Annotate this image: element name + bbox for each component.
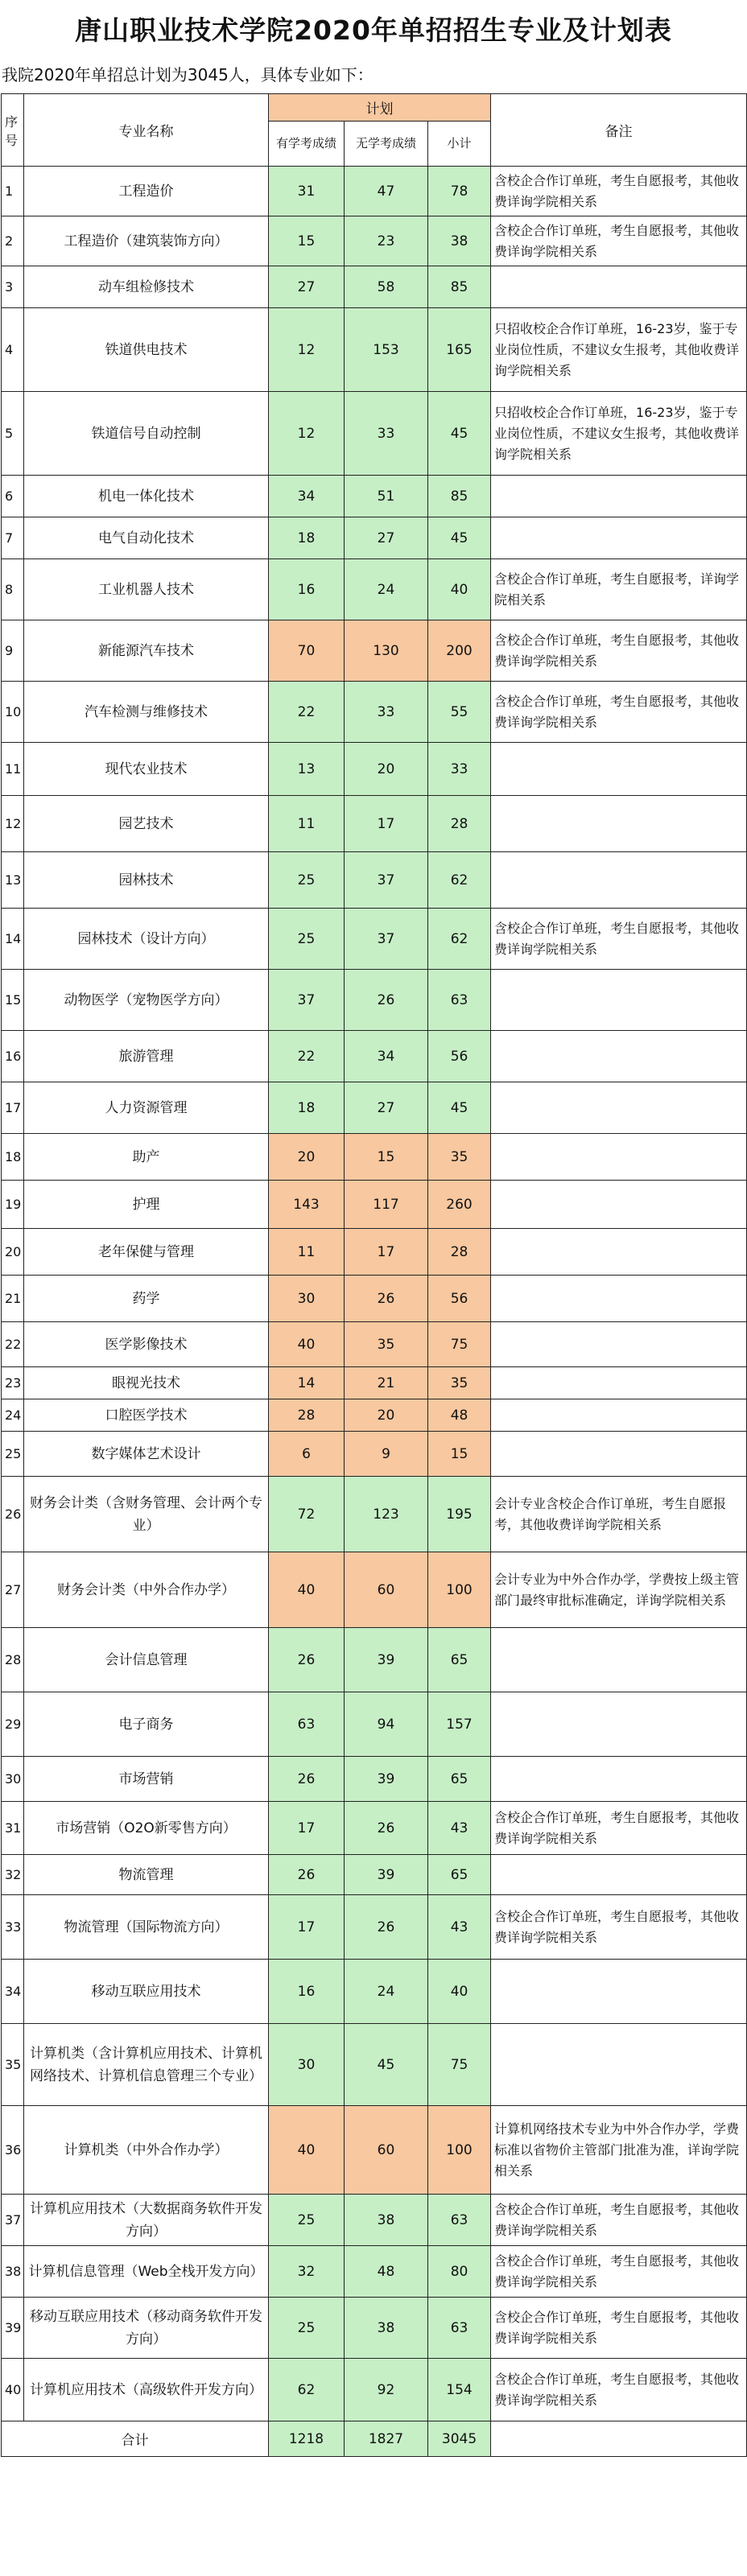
row-index: 32 — [2, 1855, 24, 1895]
subtotal-count: 55 — [428, 682, 491, 743]
table-row — [2, 517, 747, 559]
table-row — [2, 909, 747, 970]
row-index: 37 — [2, 2195, 24, 2246]
table-row — [2, 1181, 747, 1229]
row-index: 16 — [2, 1031, 24, 1082]
table-row — [2, 1229, 747, 1276]
table-row — [2, 1552, 747, 1628]
without-score-count: 130 — [345, 620, 428, 682]
row-index: 12 — [2, 796, 24, 852]
row-index: 20 — [2, 1229, 24, 1276]
row-index: 14 — [2, 909, 24, 970]
major-name: 计算机应用技术（大数据商务软件开发方向） — [24, 2195, 269, 2246]
major-name: 现代农业技术 — [24, 743, 269, 796]
row-note — [491, 517, 747, 559]
row-note: 含校企合作订单班，考生自愿报考，详询学院相关系 — [491, 559, 747, 620]
row-index: 24 — [2, 1399, 24, 1432]
row-note: 含校企合作订单班，考生自愿报考，其他收费详询学院相关系 — [491, 2298, 747, 2359]
major-name: 老年保健与管理 — [24, 1229, 269, 1276]
subtotal-count: 63 — [428, 2298, 491, 2359]
subtotal-count: 75 — [428, 2024, 491, 2106]
with-score-count: 17 — [269, 1802, 345, 1855]
with-score-count: 18 — [269, 1082, 345, 1134]
with-score-count: 143 — [269, 1181, 345, 1229]
subtotal-count: 80 — [428, 2246, 491, 2298]
without-score-count: 38 — [345, 2298, 428, 2359]
major-name: 会计信息管理 — [24, 1628, 269, 1692]
subtotal-count: 165 — [428, 308, 491, 392]
subtotal-count: 35 — [428, 1367, 491, 1399]
without-score-count: 20 — [345, 743, 428, 796]
major-name: 财务会计类（含财务管理、会计两个专业） — [24, 1477, 269, 1552]
total-note — [491, 2421, 747, 2457]
major-name: 计算机信息管理（Web全栈开发方向） — [24, 2246, 269, 2298]
table-row — [2, 1134, 747, 1181]
without-score-count: 51 — [345, 476, 428, 517]
row-index: 15 — [2, 970, 24, 1031]
page-title: 唐山职业技术学院2020年单招招生专业及计划表 — [75, 14, 672, 46]
row-note: 只招收校企合作订单班，16-23岁，鉴于专业岗位性质，不建议女生报考，其他收费详询学院相关系 — [491, 308, 747, 392]
without-score-count: 26 — [345, 1802, 428, 1855]
with-score-count: 11 — [269, 796, 345, 852]
row-index: 2 — [2, 216, 24, 266]
subtotal-count: 33 — [428, 743, 491, 796]
major-name: 护理 — [24, 1181, 269, 1229]
subtotal-count: 157 — [428, 1692, 491, 1757]
with-score-count: 14 — [269, 1367, 345, 1399]
with-score-count: 70 — [269, 620, 345, 682]
header-name: 专业名称 — [24, 94, 269, 167]
subtotal-count: 45 — [428, 1082, 491, 1134]
row-index: 18 — [2, 1134, 24, 1181]
row-index: 33 — [2, 1895, 24, 1960]
major-name: 动车组检修技术 — [24, 266, 269, 308]
major-name: 园艺技术 — [24, 796, 269, 852]
without-score-count: 38 — [345, 2195, 428, 2246]
without-score-count: 39 — [345, 1757, 428, 1802]
row-note — [491, 1855, 747, 1895]
row-note: 含校企合作订单班，考生自愿报考，其他收费详询学院相关系 — [491, 1895, 747, 1960]
table-row — [2, 1757, 747, 1802]
without-score-count: 27 — [345, 517, 428, 559]
row-note — [491, 1322, 747, 1367]
table-row — [2, 2246, 747, 2298]
without-score-count: 26 — [345, 1276, 428, 1322]
without-score-count: 153 — [345, 308, 428, 392]
major-name: 财务会计类（中外合作办学） — [24, 1552, 269, 1628]
row-index: 23 — [2, 1367, 24, 1399]
with-score-count: 40 — [269, 1322, 345, 1367]
table-row — [2, 308, 747, 392]
table-row — [2, 620, 747, 682]
major-name: 汽车检测与维修技术 — [24, 682, 269, 743]
major-name: 计算机类（中外合作办学） — [24, 2106, 269, 2195]
with-score-count: 22 — [269, 1031, 345, 1082]
subtotal-count: 85 — [428, 476, 491, 517]
total-row — [2, 2421, 747, 2457]
table-row — [2, 559, 747, 620]
major-name: 数字媒体艺术设计 — [24, 1432, 269, 1477]
major-name: 助产 — [24, 1134, 269, 1181]
with-score-count: 18 — [269, 517, 345, 559]
subtotal-count: 63 — [428, 2195, 491, 2246]
row-index: 26 — [2, 1477, 24, 1552]
row-note — [491, 1229, 747, 1276]
without-score-count: 27 — [345, 1082, 428, 1134]
without-score-count: 123 — [345, 1477, 428, 1552]
row-index: 4 — [2, 308, 24, 392]
total-with-score: 1218 — [269, 2421, 345, 2457]
without-score-count: 33 — [345, 392, 428, 476]
with-score-count: 37 — [269, 970, 345, 1031]
table-row — [2, 266, 747, 308]
major-name: 电子商务 — [24, 1692, 269, 1757]
table-row — [2, 476, 747, 517]
major-name: 机电一体化技术 — [24, 476, 269, 517]
row-index: 35 — [2, 2024, 24, 2106]
table-row — [2, 392, 747, 476]
with-score-count: 63 — [269, 1692, 345, 1757]
with-score-count: 32 — [269, 2246, 345, 2298]
row-index: 6 — [2, 476, 24, 517]
header-plan: 计划 — [269, 94, 491, 122]
row-note — [491, 2024, 747, 2106]
table-row — [2, 1432, 747, 1477]
table-row — [2, 1628, 747, 1692]
plan-table — [1, 93, 747, 2457]
with-score-count: 15 — [269, 216, 345, 266]
subtotal-count: 65 — [428, 1757, 491, 1802]
row-index: 21 — [2, 1276, 24, 1322]
without-score-count: 60 — [345, 1552, 428, 1628]
row-index: 8 — [2, 559, 24, 620]
major-name: 口腔医学技术 — [24, 1399, 269, 1432]
row-note — [491, 1031, 747, 1082]
subtotal-count: 63 — [428, 970, 491, 1031]
intro-text: 我院2020年单招总计划为3045人，具体专业如下： — [2, 65, 374, 84]
without-score-count: 37 — [345, 909, 428, 970]
row-index: 1 — [2, 167, 24, 216]
subtotal-count: 78 — [428, 167, 491, 216]
with-score-count: 62 — [269, 2359, 345, 2421]
with-score-count: 26 — [269, 1855, 345, 1895]
row-index: 38 — [2, 2246, 24, 2298]
with-score-count: 16 — [269, 1960, 345, 2024]
major-name: 药学 — [24, 1276, 269, 1322]
subtotal-count: 65 — [428, 1855, 491, 1895]
without-score-count: 60 — [345, 2106, 428, 2195]
subtotal-count: 200 — [428, 620, 491, 682]
with-score-count: 25 — [269, 2298, 345, 2359]
row-index: 5 — [2, 392, 24, 476]
header-without-score: 无学考成绩 — [345, 122, 428, 167]
subtotal-count: 28 — [428, 796, 491, 852]
row-note — [491, 1367, 747, 1399]
subtotal-count: 56 — [428, 1031, 491, 1082]
table-row — [2, 1031, 747, 1082]
subtotal-count: 260 — [428, 1181, 491, 1229]
with-score-count: 25 — [269, 2195, 345, 2246]
without-score-count: 9 — [345, 1432, 428, 1477]
row-index: 28 — [2, 1628, 24, 1692]
major-name: 市场营销（O2O新零售方向） — [24, 1802, 269, 1855]
row-note: 含校企合作订单班，考生自愿报考，其他收费详询学院相关系 — [491, 1802, 747, 1855]
major-name: 医学影像技术 — [24, 1322, 269, 1367]
row-note: 含校企合作订单班，考生自愿报考，其他收费详询学院相关系 — [491, 2246, 747, 2298]
row-index: 34 — [2, 1960, 24, 2024]
row-note — [491, 1181, 747, 1229]
table-row — [2, 1399, 747, 1432]
with-score-count: 16 — [269, 559, 345, 620]
with-score-count: 17 — [269, 1895, 345, 1960]
row-index: 39 — [2, 2298, 24, 2359]
with-score-count: 72 — [269, 1477, 345, 1552]
row-note — [491, 796, 747, 852]
without-score-count: 23 — [345, 216, 428, 266]
without-score-count: 21 — [345, 1367, 428, 1399]
row-note — [491, 1757, 747, 1802]
without-score-count: 26 — [345, 1895, 428, 1960]
subtotal-count: 43 — [428, 1895, 491, 1960]
major-name: 工程造价（建筑装饰方向） — [24, 216, 269, 266]
major-name: 物流管理（国际物流方向） — [24, 1895, 269, 1960]
table-row — [2, 743, 747, 796]
major-name: 市场营销 — [24, 1757, 269, 1802]
total-subtotal: 3045 — [428, 2421, 491, 2457]
table-row — [2, 970, 747, 1031]
header-index: 序号 — [2, 94, 24, 167]
without-score-count: 33 — [345, 682, 428, 743]
header-subtotal: 小计 — [428, 122, 491, 167]
major-name: 眼视光技术 — [24, 1367, 269, 1399]
without-score-count: 47 — [345, 167, 428, 216]
without-score-count: 17 — [345, 796, 428, 852]
row-index: 40 — [2, 2359, 24, 2421]
row-note — [491, 1399, 747, 1432]
row-index: 3 — [2, 266, 24, 308]
with-score-count: 26 — [269, 1757, 345, 1802]
total-label: 合计 — [2, 2421, 269, 2457]
row-note — [491, 970, 747, 1031]
row-note: 会计专业含校企合作订单班，考生自愿报考，其他收费详询学院相关系 — [491, 1477, 747, 1552]
row-index: 17 — [2, 1082, 24, 1134]
row-index: 7 — [2, 517, 24, 559]
major-name: 动物医学（宠物医学方向） — [24, 970, 269, 1031]
with-score-count: 27 — [269, 266, 345, 308]
subtotal-count: 38 — [428, 216, 491, 266]
row-index: 29 — [2, 1692, 24, 1757]
row-index: 22 — [2, 1322, 24, 1367]
major-name: 铁道供电技术 — [24, 308, 269, 392]
subtotal-count: 100 — [428, 1552, 491, 1628]
with-score-count: 40 — [269, 1552, 345, 1628]
subtotal-count: 40 — [428, 1960, 491, 2024]
subtotal-count: 65 — [428, 1628, 491, 1692]
without-score-count: 35 — [345, 1322, 428, 1367]
row-note: 计算机网络技术专业为中外合作办学，学费标准以省物价主管部门批准为准，详询学院相关系 — [491, 2106, 747, 2195]
major-name: 工程造价 — [24, 167, 269, 216]
without-score-count: 39 — [345, 1855, 428, 1895]
without-score-count: 45 — [345, 2024, 428, 2106]
major-name: 园林技术 — [24, 852, 269, 909]
subtotal-count: 48 — [428, 1399, 491, 1432]
without-score-count: 92 — [345, 2359, 428, 2421]
with-score-count: 31 — [269, 167, 345, 216]
with-score-count: 30 — [269, 1276, 345, 1322]
major-name: 园林技术（设计方向） — [24, 909, 269, 970]
total-without-score: 1827 — [345, 2421, 428, 2457]
major-name: 移动互联应用技术（移动商务软件开发方向） — [24, 2298, 269, 2359]
row-index: 30 — [2, 1757, 24, 1802]
table-row — [2, 1082, 747, 1134]
major-name: 电气自动化技术 — [24, 517, 269, 559]
subtotal-count: 195 — [428, 1477, 491, 1552]
major-name: 计算机应用技术（高级软件开发方向） — [24, 2359, 269, 2421]
table-row — [2, 1276, 747, 1322]
subtotal-count: 85 — [428, 266, 491, 308]
row-note — [491, 852, 747, 909]
row-index: 36 — [2, 2106, 24, 2195]
with-score-count: 13 — [269, 743, 345, 796]
with-score-count: 20 — [269, 1134, 345, 1181]
subtotal-count: 62 — [428, 909, 491, 970]
without-score-count: 24 — [345, 1960, 428, 2024]
with-score-count: 25 — [269, 909, 345, 970]
header-row — [2, 94, 747, 122]
row-note — [491, 266, 747, 308]
subtotal-count: 15 — [428, 1432, 491, 1477]
subtotal-count: 45 — [428, 392, 491, 476]
subtotal-count: 35 — [428, 1134, 491, 1181]
table-row — [2, 852, 747, 909]
table-row — [2, 1692, 747, 1757]
with-score-count: 22 — [269, 682, 345, 743]
table-row — [2, 167, 747, 216]
without-score-count: 48 — [345, 2246, 428, 2298]
subtotal-count: 75 — [428, 1322, 491, 1367]
without-score-count: 15 — [345, 1134, 428, 1181]
without-score-count: 17 — [345, 1229, 428, 1276]
header-note: 备注 — [491, 94, 747, 167]
row-index: 13 — [2, 852, 24, 909]
row-index: 27 — [2, 1552, 24, 1628]
major-name: 工业机器人技术 — [24, 559, 269, 620]
table-row — [2, 682, 747, 743]
row-index: 9 — [2, 620, 24, 682]
table-row — [2, 1802, 747, 1855]
row-note — [491, 743, 747, 796]
table-row — [2, 1855, 747, 1895]
row-note — [491, 1134, 747, 1181]
major-name: 计算机类（含计算机应用技术、计算机网络技术、计算机信息管理三个专业） — [24, 2024, 269, 2106]
without-score-count: 58 — [345, 266, 428, 308]
table-row — [2, 216, 747, 266]
with-score-count: 28 — [269, 1399, 345, 1432]
major-name: 旅游管理 — [24, 1031, 269, 1082]
with-score-count: 30 — [269, 2024, 345, 2106]
row-note — [491, 1960, 747, 2024]
row-index: 10 — [2, 682, 24, 743]
row-index: 31 — [2, 1802, 24, 1855]
major-name: 人力资源管理 — [24, 1082, 269, 1134]
subtotal-count: 154 — [428, 2359, 491, 2421]
row-note — [491, 476, 747, 517]
with-score-count: 26 — [269, 1628, 345, 1692]
major-name: 铁道信号自动控制 — [24, 392, 269, 476]
row-note: 含校企合作订单班，考生自愿报考，其他收费详询学院相关系 — [491, 2359, 747, 2421]
without-score-count: 39 — [345, 1628, 428, 1692]
row-note: 会计专业为中外合作办学，学费按上级主管部门最终审批标准确定，详询学院相关系 — [491, 1552, 747, 1628]
subtotal-count: 28 — [428, 1229, 491, 1276]
without-score-count: 117 — [345, 1181, 428, 1229]
table-row — [2, 2298, 747, 2359]
with-score-count: 11 — [269, 1229, 345, 1276]
without-score-count: 34 — [345, 1031, 428, 1082]
with-score-count: 40 — [269, 2106, 345, 2195]
major-name: 物流管理 — [24, 1855, 269, 1895]
table-row — [2, 1960, 747, 2024]
row-note: 含校企合作订单班，考生自愿报考，其他收费详询学院相关系 — [491, 620, 747, 682]
without-score-count: 24 — [345, 559, 428, 620]
subtotal-count: 40 — [428, 559, 491, 620]
with-score-count: 25 — [269, 852, 345, 909]
table-row — [2, 1477, 747, 1552]
row-index: 25 — [2, 1432, 24, 1477]
table-row — [2, 1895, 747, 1960]
with-score-count: 34 — [269, 476, 345, 517]
row-note — [491, 1692, 747, 1757]
without-score-count: 20 — [345, 1399, 428, 1432]
row-note: 含校企合作订单班，考生自愿报考，其他收费详询学院相关系 — [491, 909, 747, 970]
table-row — [2, 2106, 747, 2195]
table-row — [2, 1322, 747, 1367]
subtotal-count: 45 — [428, 517, 491, 559]
with-score-count: 12 — [269, 308, 345, 392]
row-note — [491, 1628, 747, 1692]
subtotal-count: 100 — [428, 2106, 491, 2195]
table-row — [2, 1367, 747, 1399]
table-row — [2, 2024, 747, 2106]
without-score-count: 26 — [345, 970, 428, 1031]
row-note — [491, 1432, 747, 1477]
row-note: 含校企合作订单班，考生自愿报考，其他收费详询学院相关系 — [491, 682, 747, 743]
without-score-count: 94 — [345, 1692, 428, 1757]
row-note: 含校企合作订单班，考生自愿报考，其他收费详询学院相关系 — [491, 167, 747, 216]
row-note: 含校企合作订单班，考生自愿报考，其他收费详询学院相关系 — [491, 216, 747, 266]
table-row — [2, 796, 747, 852]
with-score-count: 12 — [269, 392, 345, 476]
without-score-count: 37 — [345, 852, 428, 909]
row-index: 11 — [2, 743, 24, 796]
row-note: 只招收校企合作订单班，16-23岁，鉴于专业岗位性质，不建议女生报考，其他收费详询学院相关系 — [491, 392, 747, 476]
major-name: 移动互联应用技术 — [24, 1960, 269, 2024]
subtotal-count: 56 — [428, 1276, 491, 1322]
table-row — [2, 2195, 747, 2246]
table-row — [2, 2359, 747, 2421]
row-index: 19 — [2, 1181, 24, 1229]
row-note: 含校企合作订单班，考生自愿报考，其他收费详询学院相关系 — [491, 2195, 747, 2246]
row-note — [491, 1082, 747, 1134]
subtotal-count: 62 — [428, 852, 491, 909]
header-with-score: 有学考成绩 — [269, 122, 345, 167]
with-score-count: 6 — [269, 1432, 345, 1477]
subtotal-count: 43 — [428, 1802, 491, 1855]
row-note — [491, 1276, 747, 1322]
major-name: 新能源汽车技术 — [24, 620, 269, 682]
